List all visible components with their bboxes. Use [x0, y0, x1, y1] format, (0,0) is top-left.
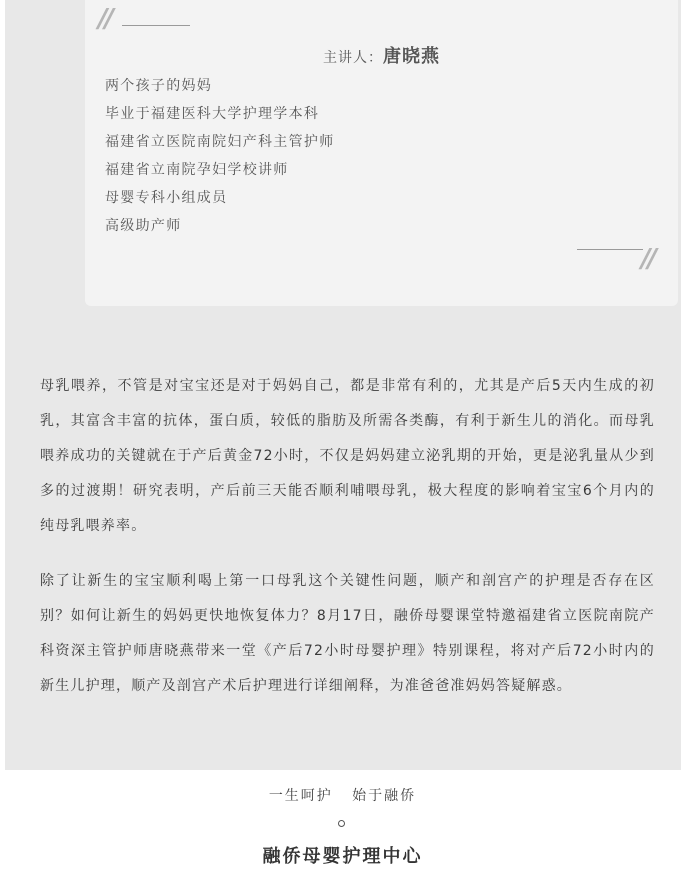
speaker-name: 唐晓燕 — [383, 46, 440, 67]
bio-item: 福建省立医院南院妇产科主管护师 — [105, 134, 335, 150]
content-panel — [5, 0, 681, 770]
speaker-label: 主讲人： — [323, 50, 383, 66]
bio-item: 福建省立南院孕妇学校讲师 — [105, 162, 289, 178]
brand-title: 融侨母婴护理中心 — [262, 846, 423, 867]
footer-tagline: 一生呵护 始于融侨 — [268, 788, 417, 804]
open-quote-line — [122, 25, 190, 26]
speaker-card — [85, 0, 678, 306]
article-paragraph: 母乳喂养，不管是对宝宝还是对于妈妈自己，都是非常有利的，尤其是产后5天内生成的初乳，其富含丰富的抗体，蛋白质，较低的脂肪及所需各类酶，有利于新生儿的消化。而母乳喂养成功的关键就在于产后黄金72小时，不仅是妈妈建立泌乳期的开始，更是泌乳量从少到多的过渡期！研究表明，产后前三天能否顺利哺喂母乳，极大程度的影响着宝宝6个月内的纯母乳喂养率。 — [40, 378, 655, 534]
bio-item: 两个孩子的妈妈 — [105, 78, 213, 94]
bio-item: 母婴专科小组成员 — [105, 190, 228, 206]
circle-divider-icon — [338, 820, 345, 827]
bio-item: 毕业于福建医科大学护理学本科 — [105, 106, 320, 122]
close-quote-icon: // — [641, 244, 654, 274]
close-quote-line — [577, 249, 643, 250]
article-paragraph: 除了让新生的宝宝顺利喝上第一口母乳这个关键性问题，顺产和剖宫产的护理是否存在区别？如何让新生的妈妈更快地恢复体力？8月17日，融侨母婴课堂特邀福建省立医院南院产科资深主管护师唐晓燕带来一堂《产后72小时母婴护理》特别课程，将对产后72小时内的新生儿护理，顺产及剖宫产术后护理进行详细阐释，为准爸爸准妈妈答疑解惑。 — [40, 573, 655, 694]
speaker-bio-list — [105, 72, 335, 240]
bio-item: 高级助产师 — [105, 218, 182, 234]
speaker-heading — [85, 42, 678, 68]
open-quote-icon: // — [98, 4, 111, 34]
